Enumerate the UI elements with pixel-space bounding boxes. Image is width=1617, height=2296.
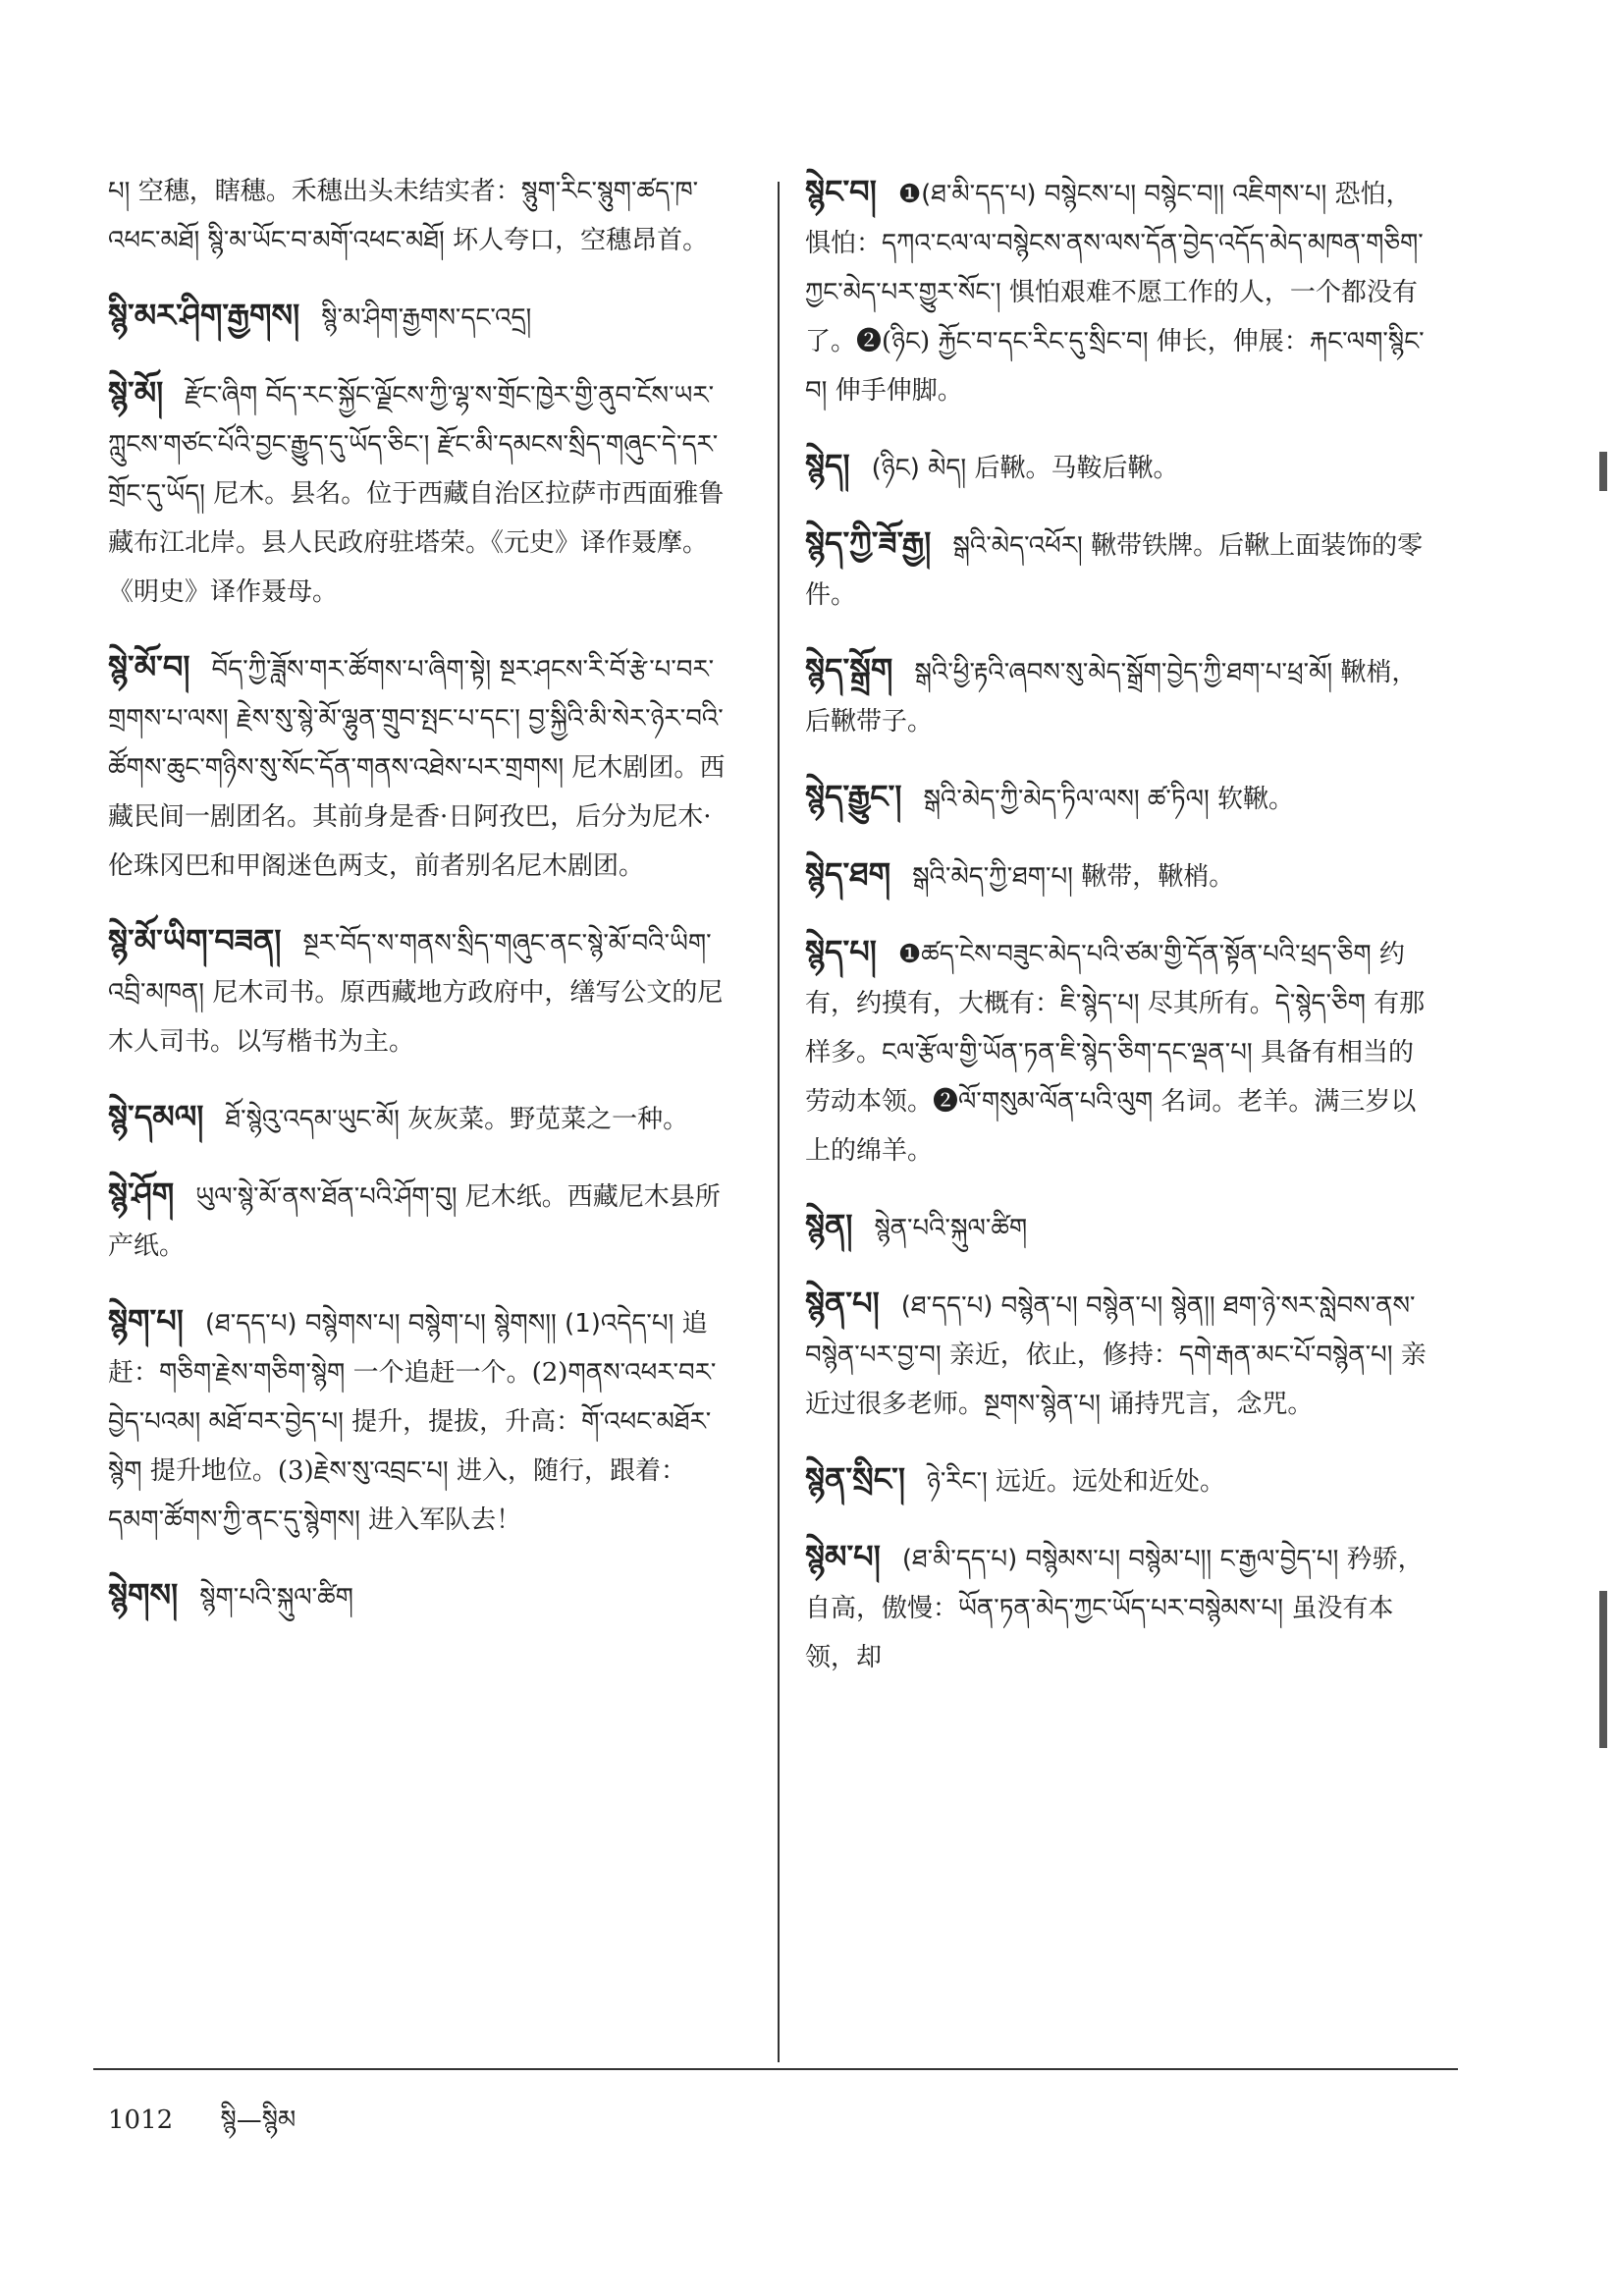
entry-headword: སྙེད་ཐག — [805, 855, 891, 893]
entry-headword: སྙེད་པ། — [805, 933, 877, 970]
entry-tibetan: བོད་ཀྱི་ཟློས་གར་ཚོགས་པ་ཞིག་སྟེ། སྔར་ཤངས་རི་བོ་རྩེ་པ་བར་གྲགས་པ་ལས། རྗེས་སུ་སྙེ་མོ་ལྷུན་གྲུབ་སྤང་པ་དང་། བྱ་སྐྱིའི་མི་སེར་ཉེར་བའི་ཚོགས་ཆུང་གཉིས་སུ་སོང་དོན་གནས་འཐེས་པར་གྲགས། — [108, 655, 724, 783]
entry-tibetan: (ཐ་དད་པ) བསྙེགས་པ། བསྙེག་པ། སྙེགས།། (1)འདེད་པ། — [204, 1309, 674, 1339]
entry — [108, 1092, 736, 1144]
entry-headword: སྙེད་རྒྱུང་། — [805, 778, 902, 815]
entry-chinese: 尼木纸。西藏尼木县所产纸。 — [108, 1182, 721, 1261]
entry-chinese: 鞦梢，后鞦带子。 — [805, 658, 1418, 737]
entry-headword: སྙེག་པ། — [108, 1302, 184, 1339]
page-number: 1012 — [108, 2105, 174, 2135]
entry — [805, 441, 1433, 493]
entry-tibetan: སྒའི་མེད་ཀྱི་ཐག་པ། — [912, 862, 1073, 892]
entry-headword: སྙེམ་པ། — [805, 1538, 881, 1575]
entry-tibetan: ཡུལ་སྙེ་མོ་ནས་ཐོན་པའི་ཤོག་བུ། — [195, 1182, 458, 1212]
right-column — [805, 167, 1433, 1708]
entry-tibetan: སྒའི་ཕྱི་རྟའི་ཞབས་སུ་མེད་སྒྲོག་བྱེད་ཀྱི་ཐག་པ་ཕྲ་མོ། — [914, 658, 1333, 687]
entry-tibetan: རྫོང་ཞིག བོད་རང་སྐྱོང་ལྗོངས་ཀྱི་ལྷ་ས་གྲོང་ཁྱེར་གྱི་ནུབ་ངོས་ཡར་ཀླུངས་གཙང་པོའི་བྱང་རྒྱུད་དུ་ཡོད་ཅིང་། རྫོང་མི་དམངས་སྲིད་གཞུང་དེ་དར་གྲོང་དུ་ཡོད། — [108, 381, 719, 509]
entry-chinese: 尼木。县名。位于西藏自治区拉萨市西面雅鲁藏布江北岸。县人民政府驻塔荣。《元史》译作聂摩。《明史》译作聂母。 — [108, 479, 725, 607]
entry-tibetan: སྒའི་མེད་འཕོར། — [952, 531, 1083, 561]
entry-headword: སྙེ་ཤོག — [108, 1175, 175, 1213]
entry — [108, 167, 736, 265]
entry-tibetan: (ཐ་དད་པ) བསྙེན་པ། བསྙེན་པ། སྙེན།། ཐག་ཉེ་སར་སླེབས་ནས་བསྙེན་པར་བྱ་བ། — [805, 1291, 1416, 1370]
entry-tibetan: པ། — [108, 177, 138, 206]
entry-chinese: 软鞦。 — [1217, 785, 1295, 814]
page-footer — [108, 2092, 335, 2163]
entry — [805, 167, 1433, 415]
entry-tibetan: སྙེན་པའི་སྐུལ་ཚིག — [874, 1214, 1028, 1243]
entry-chinese: 亲近，依止，修持：དགེ་རྒན་མང་པོ་བསྙེན་པ། 亲近过很多老师。སྔགས་སྙེན་པ། 诵持咒言，念咒。 — [805, 1340, 1427, 1419]
entry-tibetan: (ཉིང) མེད། — [871, 454, 967, 483]
entry-headword: སྙེན་པ། — [805, 1285, 880, 1322]
entry — [108, 642, 736, 891]
entry-chinese: 追赶：གཅིག་རྗེས་གཅིག་སྙེག 一个追赶一个。(2)གནས་འཕར་བར་བྱེད་པའམ། མཐོ་བར་བྱེད་པ། 提升，提拔，升高：གོ་འཕང་མཐོར་སྙེག 提升地位。(3)རྗེས་སུ་འབྲང་པ། 进入，随行，跟着：དམག་ཚོགས་ཀྱི་ནང་དུ་སྙེགས། 进入军队去！ — [108, 1309, 717, 1535]
entry-chinese: 鞦带，鞦梢。 — [1081, 862, 1235, 892]
entry-chinese: 恐怕，惧怕：དཀའ་ངལ་ལ་བསྙེངས་ནས་ལས་དོན་བྱེད་འདོད་མེད་མཁན་གཅིག་ཀྱང་མེད་པར་གྱུར་སོང་། 惧怕艰难不愿工作的人，一个都没有了。❷(ཉིང) རྐྱོང་བ་དང་རིང་དུ་སྲིང་བ། 伸长，伸展：རྐང་ལག་སྙིང་བ། 伸手伸脚。 — [805, 180, 1425, 406]
entry-tibetan: སྙི་མ་ཤིག་རྒྱགས་དང་འདྲ། — [321, 303, 532, 333]
entry — [805, 1201, 1433, 1253]
entry-tibetan: (ཐ་མི་དད་པ) བསྙེམས་པ། བསྙེམ་པ།། ང་རྒྱལ་བྱེད་པ། — [901, 1545, 1339, 1574]
entry — [108, 368, 736, 617]
entry-headword: སྙི་མར་ཤིག་རྒྱགས། — [108, 297, 300, 334]
entry-headword: སྙེང་བ། — [805, 173, 877, 210]
entry — [805, 1279, 1433, 1429]
left-column — [108, 167, 736, 1648]
entry-chinese: 鞦带铁牌。后鞦上面装饰的零件。 — [805, 531, 1424, 610]
entry-headword: སྙེད་སྒྲོག — [805, 651, 893, 688]
entry-chinese: 灰灰菜。野苋菜之一种。 — [407, 1105, 689, 1134]
entry-chinese: 约有，约摸有，大概有：ཇི་སྙེད་པ། 尽其所有。དེ་སྙེད་ཅིག 有那样多。ངལ་རྩོལ་གྱི་ཡོན་ཏན་ཇི་སྙེད་ཅིག་དང་ལྡན་པ། 具备有相当的劳动本领。❷ལོ་གསུམ་ལོན་པའི་ལུག 名词。老羊。满三岁以上的绵羊。 — [805, 940, 1426, 1166]
entry-headword: སྙེན་སྲིང་། — [805, 1460, 905, 1498]
entry — [805, 927, 1433, 1175]
column-divider — [778, 182, 780, 2062]
entry-headword: སྙེ་མོ། — [108, 374, 164, 411]
entry-headword: སྙེད་ཀྱི་ཟོ་རྒྱ། — [805, 524, 932, 562]
entry-tibetan: ཉེ་རིང་། — [926, 1467, 988, 1497]
entry-chinese: 尼木剧团。西藏民间一剧团名。其前身是香·日阿孜巴，后分为尼木·伦珠冈巴和甲阁迷色两支，前者别名尼木剧团。 — [108, 753, 726, 881]
footer-rule — [93, 2068, 1458, 2070]
entry-chinese: 尼木司书。原西藏地方政府中，缮写公文的尼木人司书。以写楷书为主。 — [108, 978, 724, 1057]
entry — [805, 772, 1433, 824]
entry-tibetan: སྔར་བོད་ས་གནས་སྲིད་གཞུང་ནང་སྙེ་མོ་བའི་ཡིག་འབྲི་མཁན། — [108, 929, 712, 1008]
entry — [805, 849, 1433, 902]
entry-headword: སྙེད། — [805, 447, 850, 484]
entry — [108, 1296, 736, 1545]
entry-headword: སྙེན། — [805, 1207, 853, 1244]
entry-tibetan: སྒའི་མེད་ཀྱི་མེད་ཏིལ་ལས། ཚ་ཏིལ། — [923, 785, 1210, 814]
entry-headword: སྙེ་མོ་བ། — [108, 648, 190, 685]
entry — [805, 1532, 1433, 1682]
entry-tibetan: སྙེག་པའི་སྐུལ་ཚིག — [199, 1583, 353, 1613]
entry-headword: སྙེ་མོ་ཡིག་བཟན། — [108, 922, 282, 959]
entry — [805, 645, 1433, 746]
entry-tibetan: ❶ཚད་ངེས་བཟུང་མེད་པའི་ཙམ་གྱི་དོན་སྟོན་པའི་ཕྲད་ཅིག — [897, 940, 1372, 969]
entry-chinese: 后鞦。马鞍后鞦。 — [974, 454, 1179, 483]
entry — [108, 1170, 736, 1271]
entry-chinese: 矜骄，自高，傲慢：ཡོན་ཏན་མེད་ཀྱང་ཡོད་པར་བསྙེམས་པ། 虽没有本领，却 — [805, 1545, 1424, 1672]
entry-tibetan: ཐོ་སྙེའུ་འདམ་ཡུང་མོ། — [225, 1105, 400, 1134]
entry — [805, 519, 1433, 620]
running-head: སྙི—སྙིམ — [220, 2105, 296, 2135]
entry-tibetan: ❶(ཐ་མི་དད་པ) བསྙེངས་པ། བསྙེང་བ།། འཇིགས་པ། — [897, 180, 1327, 209]
entry — [108, 291, 736, 343]
entry — [108, 916, 736, 1066]
entry-headword: སྙེགས། — [108, 1576, 179, 1613]
scan-edge-mark — [1599, 452, 1607, 491]
entry-chinese: 远近。远处和近处。 — [996, 1467, 1226, 1497]
entry — [805, 1454, 1433, 1506]
entry-chinese: 空穗，瞎穗。禾穗出头未结实者：སྙུག་རིང་སྙུག་ཚད་ཁ་འཕང་མཐོ། སྙི་མ་ཡོང་བ་མགོ་འཕང་མཐོ། 坏人夸口，空穗昂首。 — [108, 177, 709, 255]
scan-edge-mark — [1599, 1591, 1607, 1748]
entry-headword: སྙེ་དམལ། — [108, 1098, 204, 1135]
entry — [108, 1570, 736, 1622]
